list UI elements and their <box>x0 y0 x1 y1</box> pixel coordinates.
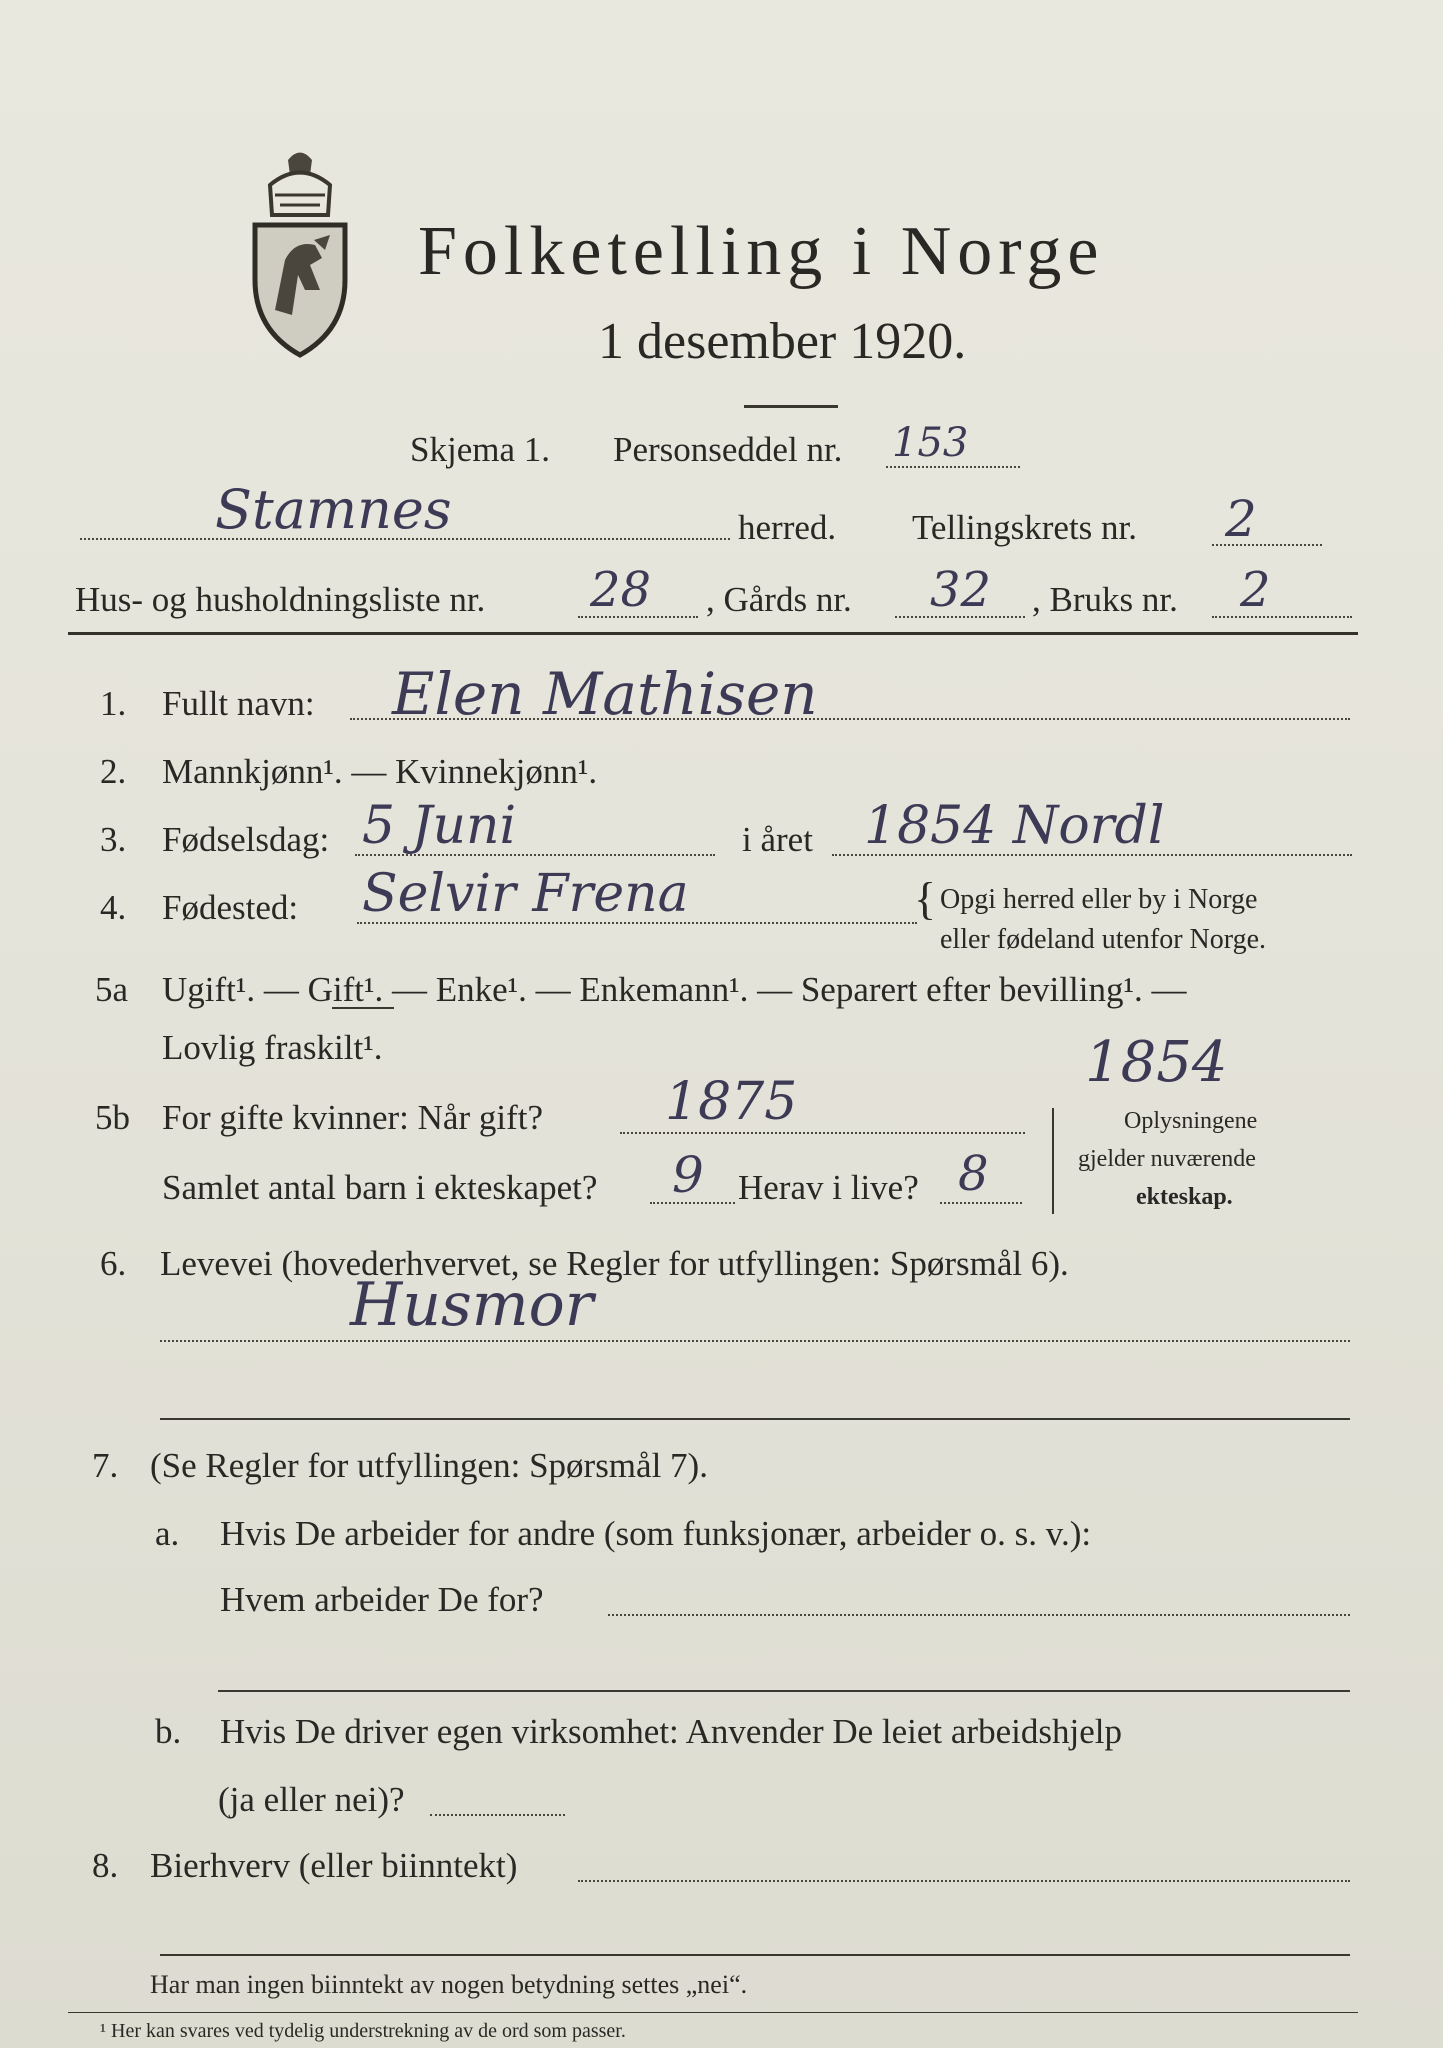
bruks-value: 2 <box>1240 562 1271 618</box>
gift-underline <box>332 1007 394 1009</box>
q1-label: Fullt navn: <box>162 684 315 723</box>
footnote: ¹ Her kan svares ved tydelig understrekning av de ord som passer. <box>100 2020 626 2042</box>
alive-value: 8 <box>958 1146 989 1202</box>
tellingskrets-value: 2 <box>1225 490 1257 548</box>
q3-number: 3. <box>100 820 127 859</box>
q5b-number: 5b <box>95 1098 130 1137</box>
q7a-label: Hvis De arbeider for andre (som funksjonær, arbeider o. s. v.): <box>220 1514 1092 1553</box>
q7a-number: a. <box>155 1514 180 1553</box>
skjema-label: Skjema 1. <box>410 430 550 469</box>
alive-label: Herav i live? <box>738 1168 919 1207</box>
q1-number: 1. <box>100 684 127 723</box>
q5b-note-1: Oplysningene <box>1124 1108 1258 1134</box>
q8-label: Bierhverv (eller biinntekt) <box>150 1846 518 1885</box>
q2-number: 2. <box>100 752 127 791</box>
q6-number: 6. <box>100 1244 127 1283</box>
title-divider <box>744 405 838 408</box>
q5b-note-2: gjelder nuværende <box>1078 1146 1256 1172</box>
page-title: Folketelling i Norge <box>418 213 1105 290</box>
q7b-number: b. <box>155 1712 182 1751</box>
children-value: 9 <box>672 1146 704 1204</box>
footnote-rule <box>68 2012 1358 2013</box>
married-year-value: 1875 <box>665 1072 798 1132</box>
q7b-label-2: (ja eller nei)? <box>218 1780 405 1819</box>
personseddel-label: Personseddel nr. <box>613 430 843 469</box>
brace-mark: { <box>914 873 937 924</box>
bruks-label: , Bruks nr. <box>1032 580 1178 619</box>
q6-label: Levevei (hovederhvervet, se Regler for utfyllingen: Spørsmål 6). <box>160 1244 1069 1283</box>
children-label: Samlet antal barn i ekteskapet? <box>162 1168 598 1207</box>
herred-value: Stamnes <box>215 478 452 541</box>
q5b-note-3: ekteskap. <box>1136 1184 1233 1210</box>
q4-note: Opgi herred eller by i Norge <box>940 884 1258 915</box>
q5b-label: For gifte kvinner: Når gift? <box>162 1098 544 1137</box>
personseddel-value: 153 <box>892 420 969 466</box>
header-rule <box>68 632 1358 635</box>
biinntekt-note: Har man ingen biinntekt av nogen betydning settes „nei“. <box>150 1970 748 1999</box>
census-date: 1 desember 1920. <box>598 313 967 370</box>
birthday-value: 5 Juni <box>362 796 517 856</box>
q8-number: 8. <box>92 1846 119 1885</box>
note-bracket <box>1052 1108 1054 1214</box>
q5a-label: Ugift¹. — Gift¹. — Enke¹. — Enkemann¹. — Separert efter bevilling¹. — <box>162 970 1187 1009</box>
q4-note-2: eller fødeland utenfor Norge. <box>940 924 1267 955</box>
q2-label: Mannkjønn¹. — Kvinnekjønn¹. <box>162 752 598 791</box>
gards-value: 32 <box>930 562 992 618</box>
q7b-label: Hvis De driver egen virksomhet: Anvender De leiet arbeidshjelp <box>220 1712 1122 1751</box>
q7a-line-2 <box>218 1690 1350 1692</box>
q4-number: 4. <box>100 888 127 927</box>
q4-label: Fødested: <box>162 888 299 927</box>
q3-label: Fødselsdag: <box>162 820 330 859</box>
q5a-number: 5a <box>95 970 129 1009</box>
q8-line-2 <box>160 1954 1350 1956</box>
full-name-value: Elen Mathisen <box>392 660 818 728</box>
gards-label: , Gårds nr. <box>706 580 852 619</box>
hus-label: Hus- og husholdningsliste nr. <box>75 580 486 619</box>
q6-line-2 <box>160 1418 1350 1420</box>
birthplace-value: Selvir Frena <box>362 864 689 924</box>
q7-number: 7. <box>92 1446 119 1485</box>
tellingskrets-label: Tellingskrets nr. <box>912 508 1138 547</box>
q5a-label-2: Lovlig fraskilt¹. <box>162 1028 383 1067</box>
birth-year-value: 1854 Nordl <box>864 796 1165 856</box>
occupation-value: Husmor <box>350 1270 594 1340</box>
herred-label: herred. <box>738 508 837 547</box>
margin-note: 1854 <box>1085 1030 1228 1095</box>
q7a-label-2: Hvem arbeider De for? <box>220 1580 544 1619</box>
q3-year-label: i året <box>742 820 813 859</box>
q7-label: (Se Regler for utfyllingen: Spørsmål 7). <box>150 1446 708 1485</box>
hus-value: 28 <box>590 562 652 618</box>
coat-of-arms-icon <box>240 140 360 360</box>
